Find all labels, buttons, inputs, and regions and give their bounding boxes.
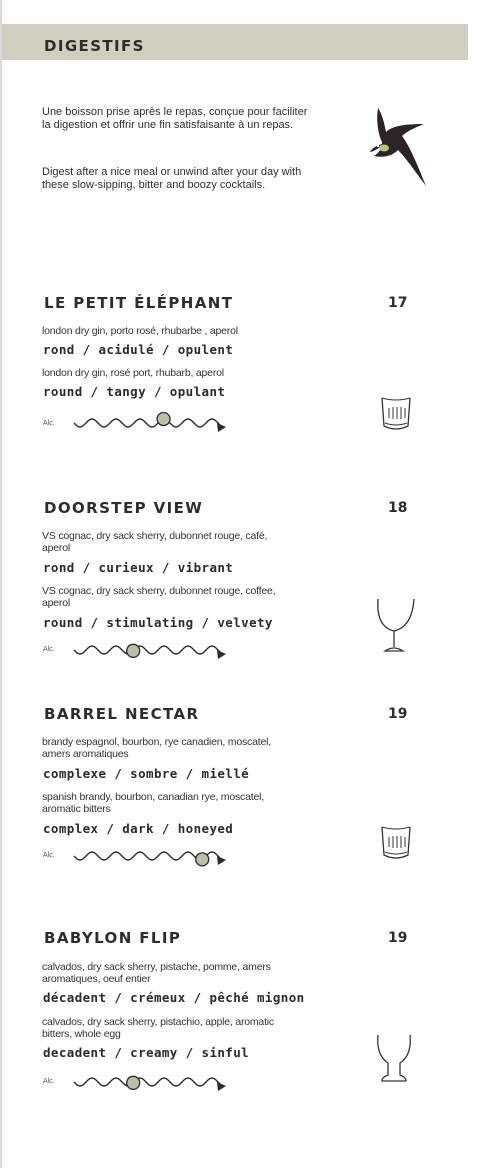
drink-price: 19 xyxy=(388,930,408,946)
rocks-glass-icon xyxy=(378,825,414,861)
profile-english: decadent / creamy / sinful xyxy=(43,1045,250,1060)
alc-label: Alc. xyxy=(43,420,55,427)
alc-wave-line xyxy=(74,1078,224,1086)
profile-english: complex / dark / honeyed xyxy=(43,821,234,836)
ingredients-french: brandy espagnol, bourbon, rye canadien, moscatel, amers aromatiques xyxy=(42,736,271,760)
ingredients-english: VS cognac, dry sack sherry, dubonnet rouge, coffee, aperol xyxy=(42,585,276,609)
intro-english: Digest after a nice meal or unwind after your day with these slow-sipping, bitter and boozy cocktails. xyxy=(42,166,302,191)
ingredients-french: london dry gin, porto rosé, rhubarbe , aperol xyxy=(42,325,238,337)
alc-wave-line xyxy=(74,646,224,654)
ingredients-french: calvados, dry sack sherry, pistache, pomme, amers aromatiques, oeuf entier xyxy=(42,961,271,985)
alc-arrow-head xyxy=(217,650,226,659)
profile-french: rond / curieux / vibrant xyxy=(43,560,234,575)
profile-french: décadent / crémeux / pêché mignon xyxy=(43,990,305,1005)
swallow-bird-icon xyxy=(368,104,432,190)
stemmed-glass-icon xyxy=(374,597,418,655)
drink-price: 17 xyxy=(388,295,408,311)
alcohol-meter xyxy=(72,412,232,434)
rocks-glass-icon xyxy=(378,396,414,432)
profile-french: complexe / sombre / miellé xyxy=(43,766,250,781)
alc-label: Alc. xyxy=(43,852,55,859)
drink-price: 19 xyxy=(388,706,408,722)
ingredients-english: calvados, dry sack sherry, pistachio, apple, aromatic bitters, whole egg xyxy=(42,1016,274,1040)
section-title: DIGESTIFS xyxy=(44,37,145,55)
alcohol-meter xyxy=(72,1071,232,1093)
drink-item xyxy=(0,705,482,875)
alc-level-dot xyxy=(157,413,170,426)
drink-name: BARREL NECTAR xyxy=(44,705,200,723)
alc-level-dot xyxy=(127,644,140,657)
alc-label: Alc. xyxy=(43,646,55,653)
alc-wave-line xyxy=(74,419,224,427)
ingredients-english: london dry gin, rosé port, rhubarb, aperol xyxy=(42,367,224,379)
drink-item xyxy=(0,294,482,464)
ingredients-french: VS cognac, dry sack sherry, dubonnet rouge, café, aperol xyxy=(42,530,268,554)
profile-french: rond / acidulé / opulent xyxy=(43,342,234,357)
drink-item xyxy=(0,499,482,669)
alc-arrow-head xyxy=(217,423,226,432)
flip-glass-icon xyxy=(374,1033,414,1085)
drink-name: DOORSTEP VIEW xyxy=(44,499,204,517)
drink-price: 18 xyxy=(388,500,408,516)
intro-french: Une boisson prise après le repas, conçue pour faciliter la digestion et offrir une fin satisfaisante à un repas. xyxy=(42,106,308,131)
alcohol-meter xyxy=(72,845,232,867)
profile-english: round / tangy / opulant xyxy=(43,384,226,399)
profile-english: round / stimulating / velvety xyxy=(43,615,273,630)
alc-arrow-head xyxy=(217,856,226,865)
alc-level-dot xyxy=(196,853,209,866)
alcohol-meter xyxy=(72,639,232,661)
alc-arrow-head xyxy=(217,1082,226,1091)
drink-name: LE PETIT ÉLÉPHANT xyxy=(44,294,234,312)
alc-label: Alc. xyxy=(43,1078,55,1085)
ingredients-english: spanish brandy, bourbon, canadian rye, moscatel, aromatic bitters xyxy=(42,791,264,815)
alc-level-dot xyxy=(127,1076,140,1089)
drink-name: BABYLON FLIP xyxy=(44,929,182,947)
drink-item xyxy=(0,929,482,1099)
